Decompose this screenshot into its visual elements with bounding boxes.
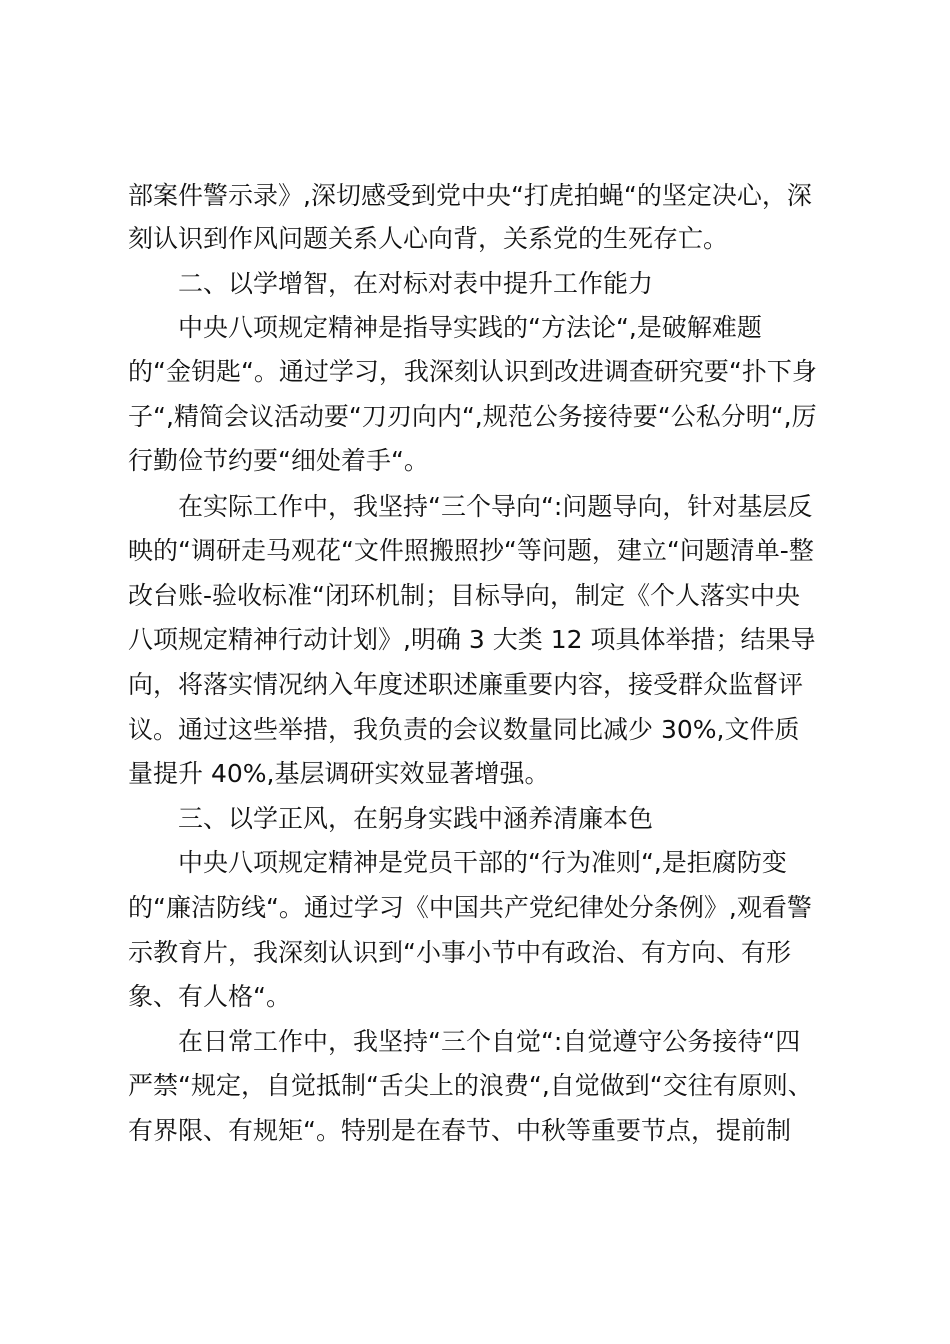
text-line-7: 行勤俭节约要“细处着手“。 bbox=[128, 446, 429, 475]
text-line-13: 议。通过这些举措，我负责的会议数量同比减少 30%,文件质 bbox=[128, 715, 800, 744]
text-line-20: 在日常工作中，我坚持“三个自觉“:自觉遵守公务接待“四 bbox=[178, 1027, 801, 1056]
text-line-2: 刻认识到作风问题关系人心向背，关系党的生死存亡。 bbox=[128, 224, 729, 253]
text-line-22: 有界限、有规矩“。特别是在春节、中秋等重要节点，提前制 bbox=[128, 1116, 791, 1145]
section-heading-2: 二、以学增智，在对标对表中提升工作能力 bbox=[178, 269, 654, 298]
text-line-1: 部案件警示录》,深切感受到党中央“打虎拍蝇“的坚定决心，深 bbox=[128, 181, 812, 210]
text-line-21: 严禁“规定，自觉抵制“舌尖上的浪费“,自觉做到“交往有原则、 bbox=[128, 1071, 813, 1100]
section-heading-3: 三、以学正风，在躬身实践中涵养清廉本色 bbox=[178, 804, 654, 833]
text-line-10: 改台账-验收标准“闭环机制；目标导向，制定《个人落实中央 bbox=[128, 581, 800, 610]
text-line-8: 在实际工作中，我坚持“三个导向“:问题导向，针对基层反 bbox=[178, 492, 813, 521]
text-line-4: 中央八项规定精神是指导实践的“方法论“,是破解难题 bbox=[178, 313, 762, 342]
text-line-14: 量提升 40%,基层调研实效显著增强。 bbox=[128, 759, 550, 788]
text-line-18: 示教育片，我深刻认识到“小事小节中有政治、有方向、有形 bbox=[128, 938, 791, 967]
text-line-19: 象、有人格“。 bbox=[128, 982, 291, 1011]
text-line-9: 映的“调研走马观花“文件照搬照抄“等问题，建立“问题清单-整 bbox=[128, 536, 814, 565]
text-line-16: 中央八项规定精神是党员干部的“行为准则“,是拒腐防变 bbox=[178, 848, 787, 877]
text-line-5: 的“金钥匙“。通过学习，我深刻认识到改进调查研究要“扑下身 bbox=[128, 357, 817, 386]
text-line-17: 的“廉洁防线“。通过学习《中国共产党纪律处分条例》,观看警 bbox=[128, 893, 812, 922]
text-line-11: 八项规定精神行动计划》,明确 3 大类 12 项具体举措；结果导 bbox=[128, 625, 816, 654]
text-line-6: 子“,精简会议活动要“刀刃向内“,规范公务接待要“公私分明“,厉 bbox=[128, 402, 817, 431]
text-line-12: 向，将落实情况纳入年度述职述廉重要内容，接受群众监督评 bbox=[128, 670, 804, 699]
